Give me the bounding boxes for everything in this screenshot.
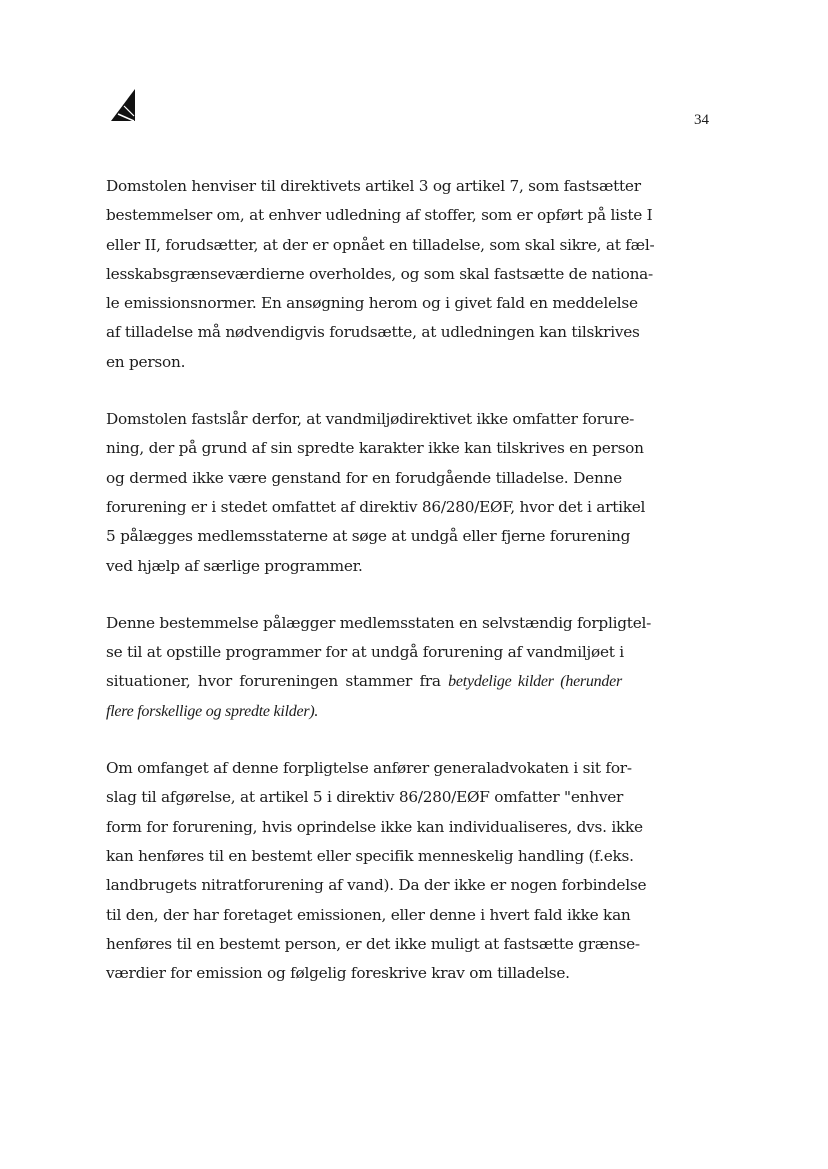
- text-line: landbrugets nitratforurening af vand). Da der ikke er nogen forbindelse: [106, 876, 647, 895]
- text-line: le emissionsnormer. En ansøgning herom og i givet fald en meddelelse: [106, 294, 638, 313]
- text-line: henføres til en bestemt person, er det ikke muligt at fastsætte grænse-: [106, 934, 640, 953]
- text-line: ved hjælp af særlige programmer.: [106, 556, 363, 575]
- paragraph-2: [106, 405, 646, 581]
- text-line: en person.: [106, 352, 186, 371]
- text-line: bestemmelser om, at enhver udledning af stoffer, som er opført på liste I: [106, 206, 653, 225]
- text-line: og dermed ikke være genstand for en forudgående tilladelse. Denne: [106, 468, 622, 487]
- text-line: 5 pålægges medlemsstaterne at søge at undgå eller fjerne forurening: [106, 527, 631, 546]
- text-line: værdier for emission og følgelig foreskrive krav om tilladelse.: [106, 964, 570, 983]
- text-line: kan henføres til en bestemt eller specifik menneskelig handling (f.eks.: [106, 846, 634, 865]
- text-line: ning, der på grund af sin spredte karakter ikke kan tilskrives en person: [106, 439, 644, 458]
- text-segment: situationer, hvor forureningen stammer fra: [106, 672, 449, 691]
- text-line: Om omfanget af denne forpligtelse anfører generaladvokaten i sit for-: [106, 759, 632, 778]
- italic-text-segment: flere forskellige og spredte kilder).: [106, 702, 319, 720]
- triangle-logo-icon: [110, 88, 136, 122]
- text-line: Domstolen henviser til direktivets artikel 3 og artikel 7, som fastsætter: [106, 177, 641, 195]
- text-line: form for forurening, hvis oprindelse ikke kan individualiseres, dvs. ikke: [106, 817, 643, 836]
- text-line: [106, 697, 622, 726]
- paragraph-1: [106, 172, 655, 377]
- text-line: slag til afgørelse, at artikel 5 i direktiv 86/280/EØF omfatter "enhver: [106, 788, 624, 807]
- italic-text-segment: betydelige kilder (herunder: [448, 673, 622, 691]
- page-number: 34: [694, 112, 709, 128]
- paragraph-3: [106, 609, 652, 726]
- text-line: Denne bestemmelse pålægger medlemsstaten en selvstændig forpligtel-: [106, 613, 652, 632]
- document-body: [106, 172, 655, 1016]
- paragraph-4: [106, 754, 647, 988]
- text-line: til den, der har foretaget emissionen, eller denne i hvert fald ikke kan: [106, 905, 631, 924]
- text-line: Domstolen fastslår derfor, at vandmiljødirektivet ikke omfatter forure-: [106, 410, 635, 429]
- text-line: se til at opstille programmer for at undgå forurening af vandmiljøet i: [106, 643, 624, 662]
- text-line: lesskabsgrænseværdierne overholdes, og som skal fastsætte de nationa-: [106, 264, 653, 283]
- text-line: forurening er i stedet omfattet af direktiv 86/280/EØF, hvor det i artikel: [106, 497, 646, 516]
- text-line: [106, 667, 622, 696]
- text-line: af tilladelse må nødvendigvis forudsætte, at udledningen kan tilskrives: [106, 323, 640, 342]
- text-line: eller II, forudsætter, at der er opnået en tilladelse, som skal sikre, at fæl-: [106, 235, 655, 254]
